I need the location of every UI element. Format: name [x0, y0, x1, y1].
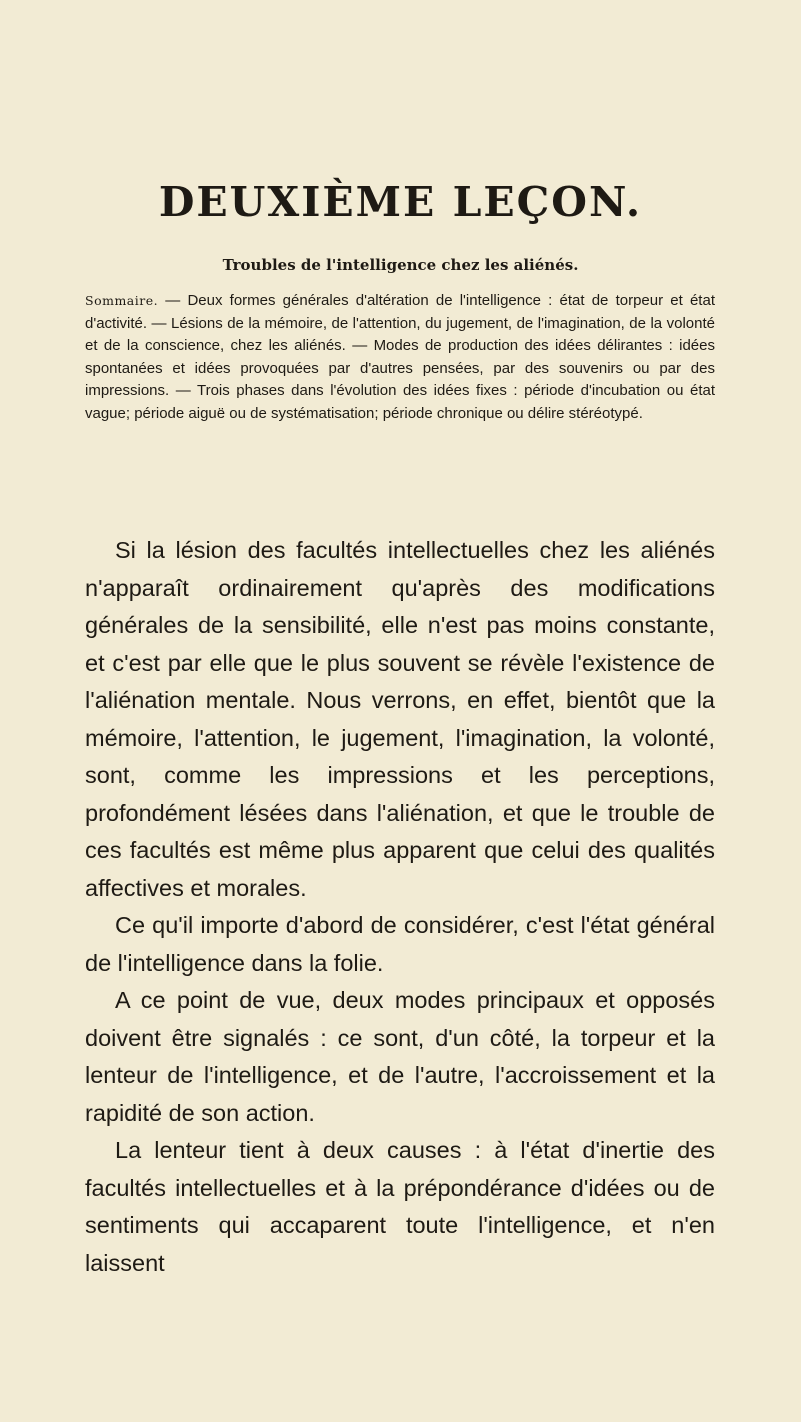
chapter-summary	[85, 290, 715, 425]
summary-text: — Deux formes générales d'altération de l'intelligence : état de torpeur et état d'activité. — Lésions de la mémoire, de l'attention, du jugement, de l'imagination, de la volonté et de la conscience, chez les aliénés. — Modes de production des idées délirantes : idées spontanées et idées provoquées par d'autres pensées, par des souvenirs ou par des impressions. — Trois phases dans l'évolution des idées fixes : période d'incubation ou état vague; période aiguë ou de systématisation; période chronique ou délire stéréotypé.	[85, 292, 715, 422]
chapter-subtitle: Troubles de l'intelligence chez les aliénés.	[222, 256, 579, 274]
summary-label: Sommaire.	[85, 293, 159, 308]
body-paragraph: Si la lésion des facultés intellectuelles chez les aliénés n'apparaît ordinairement qu'après des modifications générales de la sensibilité, elle n'est pas moins constante, et c'est par elle que le plus souvent se révèle l'existence de l'aliénation mentale. Nous verrons, en effet, bientôt que la mémoire, l'attention, le jugement, l'imagination, la volonté, sont, comme les impressions et les perceptions, profondément lésées dans l'aliénation, et que le trouble de ces facultés est même plus apparent que celui des qualités affectives et morales.	[85, 537, 715, 901]
body-text	[85, 532, 715, 1282]
chapter-title: DEUXIÈME LEÇON.	[158, 178, 643, 226]
body-paragraph: A ce point de vue, deux modes principaux et opposés doivent être signalés : ce sont, d'un côté, la torpeur et la lenteur de l'intelligence, et de l'autre, l'accroissement et la rapidité de son action.	[85, 987, 715, 1126]
body-paragraph: Ce qu'il importe d'abord de considérer, c'est l'état général de l'intelligence dans la folie.	[85, 912, 715, 976]
body-paragraph: La lenteur tient à deux causes : à l'état d'inertie des facultés intellectuelles et à la prépondérance d'idées ou de sentiments qui accaparent toute l'intelligence, et n'en laissent	[85, 1137, 715, 1276]
